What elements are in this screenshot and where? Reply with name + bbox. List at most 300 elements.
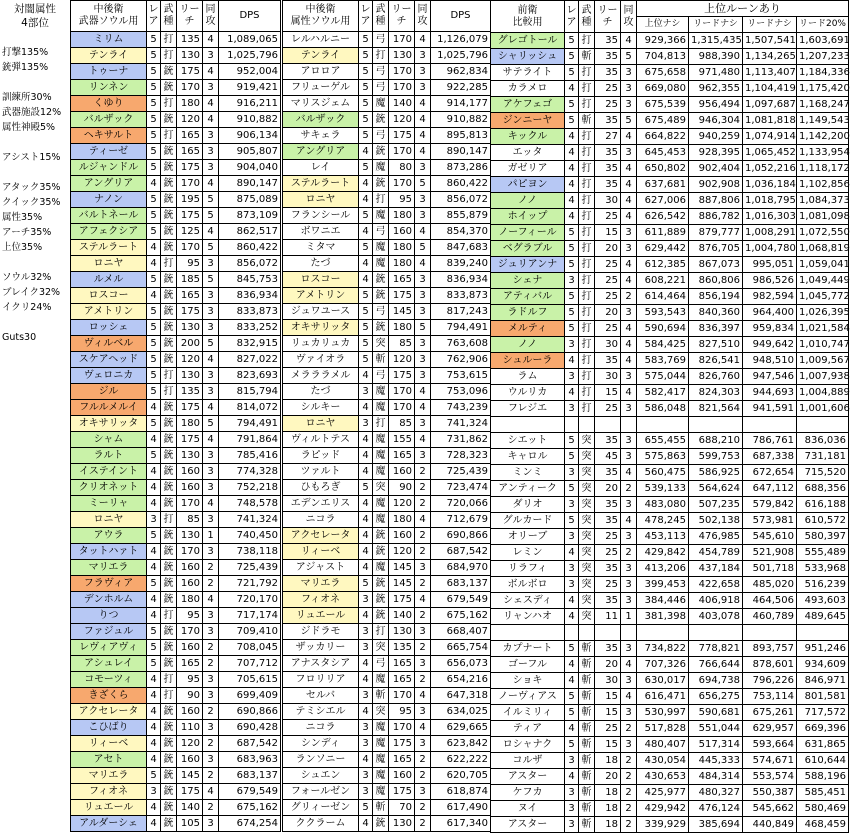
table-cell: 839,240 [431,256,491,272]
table-row [71,176,281,192]
character-name: フランシール [283,208,359,224]
character-name: グルカード [491,513,565,529]
table-cell: 2 [415,672,431,688]
table-cell: 弓 [373,656,389,672]
table-cell: 180 [389,512,415,528]
table-cell: 3 [621,65,637,81]
side-note: 打撃135% [2,47,49,58]
table-cell: 856,194 [689,289,743,305]
table-cell: 25 [595,529,621,545]
table-cell: 1,315,435 [689,33,743,49]
table-row [71,512,281,528]
table-cell: 4 [147,240,161,256]
character-name: ルメル [71,272,147,288]
table-cell: 5 [147,192,161,208]
character-name: ウルリカ [491,385,565,401]
table-cell: 35 [595,33,621,49]
table-cell: 105 [177,816,203,832]
table-cell: 3 [359,384,373,400]
table-cell: 627,006 [637,193,689,209]
table-cell: 614,464 [637,289,689,305]
table-cell: 847,683 [431,240,491,256]
character-name: ロニヤ [71,256,147,272]
header-row [491,1,849,33]
table-cell: 3 [415,288,431,304]
table-cell: 170 [389,384,415,400]
table-cell: 815,794 [219,384,281,400]
group-header [637,1,849,33]
table-cell: 130 [177,528,203,544]
table-cell: 4 [147,544,161,560]
table-cell: 836,934 [219,288,281,304]
table-row [71,528,281,544]
table-row [71,352,281,368]
table-cell: 1,004,780 [743,241,797,257]
table-cell: 170 [389,688,415,704]
table-cell: 560,475 [637,465,689,481]
table-row [491,369,849,385]
table-cell: 836,036 [797,433,849,449]
table-cell: 95 [177,672,203,688]
table-cell: 655,455 [637,433,689,449]
table-cell: 銃 [161,112,177,128]
table-cell: 4 [359,272,373,288]
table-row [71,800,281,816]
table-cell: 120 [389,352,415,368]
table-cell: 1,081,098 [797,209,849,225]
table-cell: 4 [621,465,637,481]
character-name: ルジャンドル [71,160,147,176]
title-text: 対闇属性 4部位 [14,3,56,29]
table-row [71,288,281,304]
table-cell: 753,615 [431,368,491,384]
table-cell: 170 [389,720,415,736]
character-name: メルティ [491,321,565,337]
table-cell: 855,879 [431,208,491,224]
table-cell: 45 [595,449,621,465]
table-cell: 3 [565,785,579,801]
table-cell: 734,822 [637,641,689,657]
table-row [491,33,849,49]
table-cell: 629,665 [431,720,491,736]
table-cell: 打 [579,225,595,241]
table-cell: 699,409 [219,688,281,704]
table-row [283,112,491,128]
table-cell: 5 [359,480,373,496]
table-cell: 銃 [161,320,177,336]
table-cell: 80 [389,160,415,176]
character-name: マリエラ [71,560,147,576]
table-cell: 160 [177,560,203,576]
table-cell: 4 [415,144,431,160]
table-cell: 4 [359,496,373,512]
table-cell: 674,254 [219,816,281,832]
table-cell: 618,874 [431,784,491,800]
table-row [283,320,491,336]
character-name: ロスコー [283,272,359,288]
table-cell: 2 [415,544,431,560]
table-cell: 20 [595,657,621,673]
table-cell: 銃 [161,528,177,544]
character-name: レルハルニー [283,32,359,48]
table-row [491,657,849,673]
table-row [491,433,849,449]
table-cell: 4 [565,593,579,609]
table-cell: 5 [359,96,373,112]
table-cell: 827,510 [689,337,743,353]
table-cell: 4 [359,176,373,192]
table-cell: 5 [565,449,579,465]
table-cell: 580,469 [797,801,849,817]
table-cell: 打 [373,416,389,432]
side-note: アタック35% [2,182,61,193]
table-row [71,544,281,560]
table-cell: 715,520 [797,465,849,481]
column-header: リーチ [595,1,621,33]
column-header: 前衛 比較用 [491,1,565,33]
character-name: たづ [283,256,359,272]
table-row [491,689,849,705]
character-name: ロシャナク [491,737,565,753]
table-cell: 669,080 [637,81,689,97]
column-header: レア [359,1,373,32]
table-cell: 180 [389,208,415,224]
table-cell: 85 [389,416,415,432]
column-header: リーチ [177,1,203,32]
table-cell: 4 [147,816,161,832]
table-row [283,560,491,576]
header-row [283,1,491,32]
table-cell: 160 [177,640,203,656]
table-row [491,785,849,801]
table-row [491,721,849,737]
character-name: ノーフィール [491,225,565,241]
table-row [283,720,491,736]
table-cell: 675,489 [637,113,689,129]
side-note: 訓練所30% [2,92,52,103]
table-cell: 791,864 [219,432,281,448]
table-cell: 打 [161,96,177,112]
character-name: コルザ [491,753,565,769]
table-cell: 437,184 [689,561,743,577]
table-cell: 728,323 [431,448,491,464]
table-row [283,688,491,704]
table-cell: 5 [147,64,161,80]
table-cell: 590,681 [689,705,743,721]
table-cell: 564,624 [689,481,743,497]
table-cell: 突 [579,577,595,593]
table-cell [579,625,595,641]
character-name: ククラーム [283,816,359,832]
table-row [491,97,849,113]
table-cell: 574,671 [743,753,797,769]
character-name: ロスコー [71,288,147,304]
table-cell: 4 [621,513,637,529]
table-cell: 魔 [373,768,389,784]
column-header: リードナシ [743,17,797,32]
table-cell: 430,653 [637,769,689,785]
table-cell: 打 [579,385,595,401]
table-row [283,48,491,64]
table-cell: 2 [415,576,431,592]
table-cell: 3 [565,273,579,289]
table-cell: 5 [565,33,579,49]
table-cell: 35 [595,49,621,65]
table-cell: 986,526 [743,273,797,289]
table-cell: 887,806 [689,193,743,209]
table-cell: 4 [621,193,637,209]
table-cell: 650,802 [637,161,689,177]
table-cell: 3 [565,369,579,385]
table-cell: 銃 [373,272,389,288]
table-cell: 533,968 [797,561,849,577]
table-cell: 4 [147,688,161,704]
table-cell: 5 [147,416,161,432]
table-cell: 銃 [161,416,177,432]
table-row [491,561,849,577]
table-cell: 1,072,550 [797,225,849,241]
table-cell: 675,658 [637,65,689,81]
table-cell: 3 [621,369,637,385]
table-cell: 690,866 [219,704,281,720]
table-cell: 銃 [161,160,177,176]
table-row [283,368,491,384]
table-cell: 135 [389,640,415,656]
table-cell: 741,324 [219,512,281,528]
table-cell: 539,133 [637,481,689,497]
table-cell: 銃 [373,816,389,832]
table-cell: 3 [565,817,579,833]
character-name: ボルボロ [491,577,565,593]
table-cell: 魔 [373,448,389,464]
table-row [491,65,849,81]
table-cell: 3 [415,304,431,320]
table-cell: 3 [359,624,373,640]
table-cell: 打 [579,33,595,49]
character-name: パピヨン [491,177,565,193]
table-cell: 35 [595,593,621,609]
table-cell: 5 [565,65,579,81]
table-cell: 833,873 [431,288,491,304]
table-cell: 打 [579,177,595,193]
table-cell: 打 [579,273,595,289]
table-cell: 766,644 [689,657,743,673]
table-cell: 35 [595,353,621,369]
table-cell: 5 [147,624,161,640]
table-cell: 947,546 [743,369,797,385]
table-cell: 2 [415,768,431,784]
table-cell: 85 [177,512,203,528]
table-row [283,816,491,832]
table-cell: 3 [621,401,637,417]
table-cell: 斬 [373,352,389,368]
table-cell: 1,074,914 [743,129,797,145]
table-cell: 3 [203,144,219,160]
table-cell: 753,096 [431,384,491,400]
table-cell: 斬 [579,113,595,129]
table-row [283,432,491,448]
table-cell: 430,054 [637,753,689,769]
table-cell: 690,428 [219,720,281,736]
table-cell: 876,705 [689,241,743,257]
table-row [283,784,491,800]
table-cell: 突 [579,433,595,449]
table-cell [637,417,689,433]
table-cell: 魔 [373,720,389,736]
character-name: シャム [71,432,147,448]
column-header: レア [565,1,579,33]
table-cell: 840,360 [689,305,743,321]
table-cell [637,625,689,641]
table-cell: 5 [147,768,161,784]
character-name: ヴェロニカ [71,368,147,384]
character-name: ベグラブル [491,241,565,257]
table-row [71,704,281,720]
character-name: ダリオ [491,497,565,513]
table-cell: 15 [595,705,621,721]
table-cell: 弓 [373,224,389,240]
table-cell: 440,849 [743,817,797,833]
table-cell: 突 [579,609,595,625]
table-cell: 4 [565,193,579,209]
table-cell: 846,971 [797,673,849,689]
character-name: キックル [491,129,565,145]
character-name: カラメロ [491,81,565,97]
character-name: レヴィアヴィ [71,640,147,656]
table-cell: 873,109 [219,208,281,224]
table-cell: 1,001,606 [797,401,849,417]
table-cell: 1,004,889 [797,385,849,401]
table-row [71,448,281,464]
table-cell: 3 [565,577,579,593]
table-row [71,240,281,256]
table-cell: 827,022 [219,352,281,368]
table-cell: 銃 [373,320,389,336]
table-cell: 4 [621,321,637,337]
side-note: クイック35% [2,197,61,208]
table-row [71,208,281,224]
table-cell: 2 [203,800,219,816]
character-name: ザッカリー [283,640,359,656]
table-cell: 5 [147,32,161,48]
table-cell: 5 [203,416,219,432]
character-name: ラルト [71,448,147,464]
table-cell [797,625,849,641]
table-cell: 3 [203,368,219,384]
table-row [71,672,281,688]
table-cell: 4 [415,96,431,112]
table-cell: 18 [595,785,621,801]
table-cell: 160 [177,576,203,592]
table-row [71,816,281,832]
table-cell: 打 [579,81,595,97]
table-cell: 銃 [161,464,177,480]
table-cell: 3 [565,529,579,545]
table-cell: 25 [595,545,621,561]
table-cell: 5 [359,352,373,368]
table-cell: 688,210 [689,433,743,449]
column-header: DPS [431,1,491,32]
table-cell: 3 [203,624,219,640]
table-cell: 4 [621,177,637,193]
table-cell: 1,126,079 [431,32,491,48]
table-cell: 5 [359,128,373,144]
table-row [283,480,491,496]
character-name: フレジエ [491,401,565,417]
table-cell: 160 [177,480,203,496]
table-cell: 934,609 [797,657,849,673]
table-row [71,192,281,208]
table-row [283,464,491,480]
table-cell: 3 [621,97,637,113]
table-cell: 3 [415,352,431,368]
table-cell: 130 [177,448,203,464]
table-cell: 647,318 [431,688,491,704]
character-name: アンティーク [491,481,565,497]
table-cell: 170 [177,496,203,512]
table-cell: 4 [565,545,579,561]
table-cell: 4 [359,192,373,208]
table-cell: 5 [147,224,161,240]
table-cell: 517,314 [689,737,743,753]
table-cell: 616,471 [637,689,689,705]
table-cell: 弓 [373,80,389,96]
table-cell: 1,010,747 [797,337,849,353]
character-name: ケフカ [491,785,565,801]
table-cell: 2 [621,481,637,497]
character-name: ホイップ [491,209,565,225]
table-cell: 35 [595,113,621,129]
table-cell: 2 [621,769,637,785]
table-cell: 1,007,938 [797,369,849,385]
table-cell: 675,261 [743,705,797,721]
table-cell: 5 [147,48,161,64]
character-name: アクセレータ [71,704,147,720]
side-note: 属性35% [2,212,43,223]
table-cell: 4 [621,129,637,145]
table-row [283,240,491,256]
table-row [491,497,849,513]
table-cell: 5 [621,49,637,65]
table-cell: 762,906 [431,352,491,368]
table-cell: 4 [565,609,579,625]
table-cell: 5 [203,240,219,256]
table-cell: 銃 [373,288,389,304]
table-cell: 5 [147,272,161,288]
table-row [283,592,491,608]
table-cell: 3 [415,704,431,720]
table-cell: 763,608 [431,336,491,352]
table-cell: 1,084,373 [797,193,849,209]
table-row [71,32,281,48]
character-name: リュカリュカ [283,336,359,352]
character-name: ゴーフル [491,657,565,673]
table-cell: 打 [579,209,595,225]
table-cell: 3 [415,64,431,80]
table-cell: 3 [565,801,579,817]
table-cell: 銃 [161,784,177,800]
table-cell: 817,243 [431,304,491,320]
table-cell: 銃 [161,288,177,304]
table-cell: 3 [203,752,219,768]
character-name: イステイント [71,464,147,480]
table-cell: 723,474 [431,480,491,496]
table-row [283,96,491,112]
table-cell: 打 [579,353,595,369]
table-cell: 668,407 [431,624,491,640]
table-cell: 687,542 [431,544,491,560]
table-cell: 突 [579,545,595,561]
